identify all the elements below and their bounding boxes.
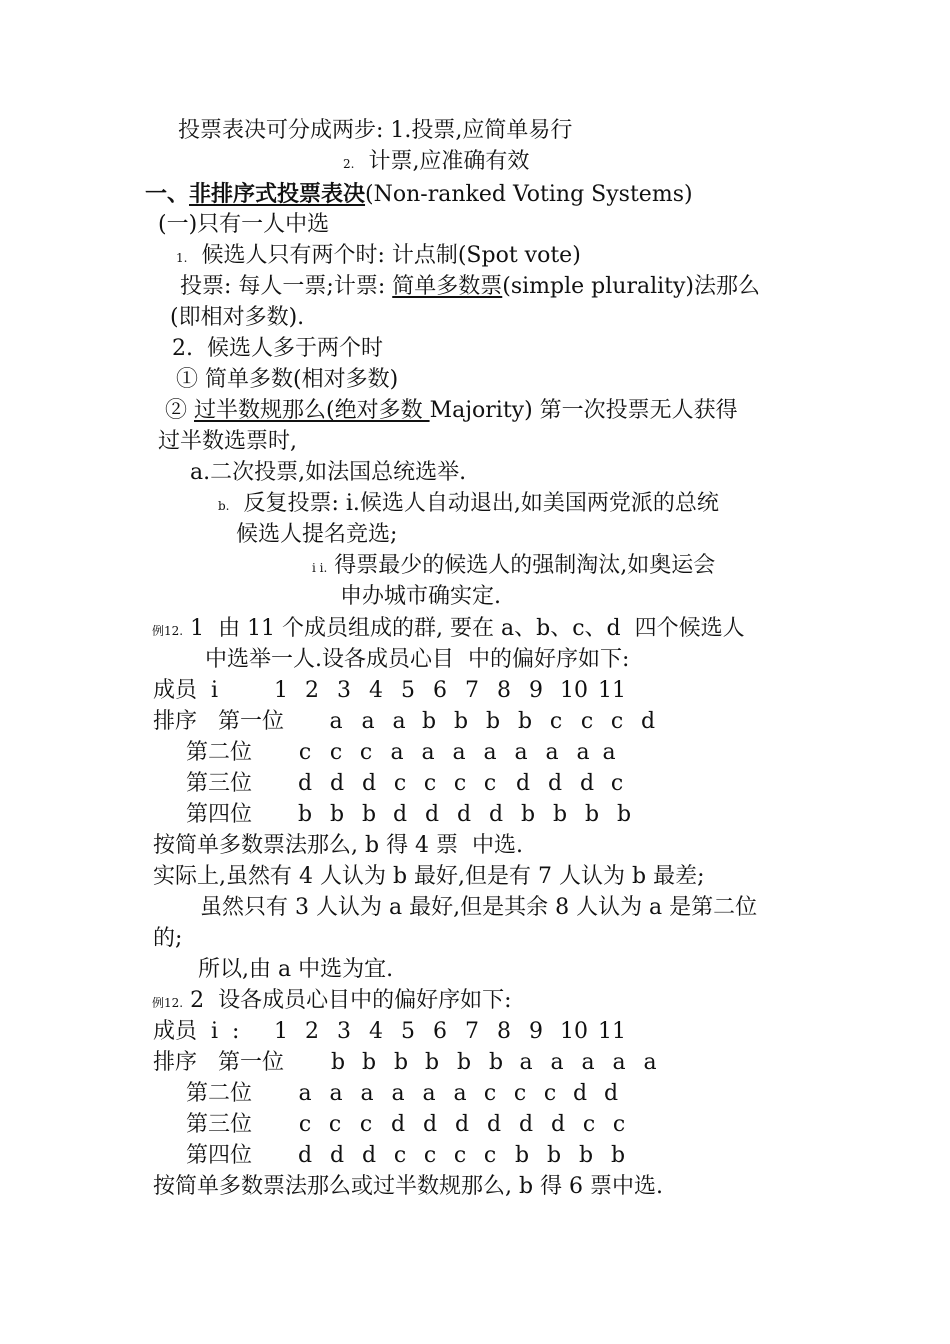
- member-number: 7: [465, 678, 479, 703]
- item-1: [176, 241, 581, 271]
- vote-line-2: (即相对多数).: [170, 305, 305, 330]
- rank-prefix: 排序: [153, 1050, 198, 1075]
- member-number: 6: [433, 678, 447, 703]
- rank-cell: a: [602, 740, 616, 765]
- rank-cell: c: [610, 709, 624, 734]
- rank-cell: b: [421, 709, 437, 734]
- rank-cell: a: [514, 740, 528, 765]
- rank-cell: c: [328, 1112, 342, 1137]
- subsection-1-title: (一)只有一人中选: [158, 212, 330, 237]
- rank-cell: c: [580, 709, 594, 734]
- rank-cell: d: [424, 802, 440, 827]
- rank-cell: a: [452, 740, 466, 765]
- rank-cell: b: [514, 1143, 530, 1168]
- rank-cell: d: [518, 1112, 534, 1137]
- rank-label: 第四位: [186, 1143, 253, 1168]
- rank-cell: a: [329, 1081, 343, 1106]
- example-2-rank-row-1: [0, 1048, 950, 1078]
- vote-line-start: 投票: 每人一票;计票:: [180, 274, 393, 299]
- example-1-text: 1 由 11 个成员组成的群, 要在 a、b、c、d 四个候选人: [183, 616, 745, 641]
- member-number: 5: [401, 678, 415, 703]
- intro-line-2: [343, 147, 529, 177]
- example-1-rank-row-1: [0, 707, 950, 737]
- repeated-vote-number: b.: [218, 499, 230, 513]
- section-1-heading: [145, 179, 693, 209]
- rank-cell: d: [572, 1081, 588, 1106]
- example-1-note-4: 所以,由 a 中选为宜.: [198, 957, 394, 982]
- rank-cell: a: [483, 740, 497, 765]
- member-number: 3: [337, 678, 351, 703]
- member-number: 9: [529, 1019, 543, 1044]
- member-number: 1: [274, 678, 288, 703]
- member-number: 10: [560, 1019, 588, 1044]
- rank-cell: c: [393, 771, 407, 796]
- rank-cell: b: [424, 1050, 440, 1075]
- member-number: 8: [497, 1019, 511, 1044]
- rank-cell: c: [393, 1143, 407, 1168]
- rank-cell: d: [579, 771, 595, 796]
- example-1-note-3: 的;: [153, 926, 183, 951]
- rank-cell: a: [612, 1050, 626, 1075]
- rank-cell: c: [610, 771, 624, 796]
- member-number: 10: [560, 678, 588, 703]
- simple-plurality-term: 简单多数票: [392, 274, 503, 299]
- rank-cell: a: [329, 709, 343, 734]
- rank-cell: d: [297, 771, 313, 796]
- rank-cell: c: [453, 771, 467, 796]
- rank-label: 第二位: [186, 740, 253, 765]
- example-1-result: 按简单多数票法那么, b 得 4 票 中选.: [153, 833, 524, 858]
- rank-cell: c: [359, 740, 373, 765]
- rank-cell: c: [513, 1081, 527, 1106]
- rank-cell: d: [547, 771, 563, 796]
- rank-cell: d: [640, 709, 656, 734]
- rank-cell: d: [361, 771, 377, 796]
- rank-label: 第三位: [186, 771, 253, 796]
- elimination-line: [312, 551, 715, 581]
- rank-cell: b: [584, 802, 600, 827]
- rank-cell: b: [361, 802, 377, 827]
- majority-rule-term: 过半数规那么(绝对多数: [194, 398, 430, 423]
- vote-line-end: (simple plurality)法那么: [502, 274, 760, 299]
- rank-cell: a: [545, 740, 559, 765]
- member-number: 2: [305, 1019, 319, 1044]
- rank-cell: c: [483, 1143, 497, 1168]
- member-number: 11: [598, 1019, 626, 1044]
- example-1-member-row: [0, 676, 950, 706]
- rank-cell: a: [391, 1081, 405, 1106]
- rank-cell: d: [390, 1112, 406, 1137]
- section-1-prefix: 一、: [145, 181, 190, 207]
- elimination-number: i i.: [312, 561, 328, 575]
- intro-line-1: 投票表决可分成两步: 1.投票,应简单易行: [178, 118, 573, 143]
- runoff-line: a.二次投票,如法国总统选举.: [190, 460, 467, 485]
- rank-cell: d: [361, 1143, 377, 1168]
- rank-cell: b: [546, 1143, 562, 1168]
- rank-label: 第一位: [218, 1050, 285, 1075]
- intro-line-2-number: 2.: [343, 157, 355, 171]
- rank-cell: c: [453, 1143, 467, 1168]
- rank-cell: c: [543, 1081, 557, 1106]
- method-2: [165, 396, 738, 426]
- item-2: 2. 候选人多于两个时: [172, 336, 383, 361]
- rank-cell: d: [422, 1112, 438, 1137]
- member-number: 4: [369, 1019, 383, 1044]
- rank-cell: c: [359, 1112, 373, 1137]
- example-1-note-1: 实际上,虽然有 4 人认为 b 最好,但是有 7 人认为 b 最差;: [153, 864, 705, 889]
- member-number: 2: [305, 678, 319, 703]
- rank-cell: a: [361, 709, 375, 734]
- rank-cell: b: [552, 802, 568, 827]
- member-number: 4: [369, 678, 383, 703]
- example-2-text: 2 设各成员心目中的偏好序如下:: [183, 988, 512, 1013]
- example-2-rank-row-3: [0, 1110, 950, 1140]
- rank-cell: b: [361, 1050, 377, 1075]
- rank-cell: b: [610, 1143, 626, 1168]
- elimination-line-2: 申办城市确实定.: [340, 584, 501, 609]
- rank-cell: b: [456, 1050, 472, 1075]
- section-1-title-en: (Non-ranked Voting Systems): [365, 182, 693, 207]
- rank-cell: d: [392, 802, 408, 827]
- member-label: 成员 i :: [153, 1019, 240, 1044]
- rank-cell: a: [550, 1050, 564, 1075]
- rank-cell: b: [453, 709, 469, 734]
- vote-line: [180, 272, 760, 302]
- example-2-label: 例12.: [152, 996, 184, 1010]
- rank-cell: b: [329, 802, 345, 827]
- rank-cell: c: [549, 709, 563, 734]
- rank-cell: d: [486, 1112, 502, 1137]
- rank-cell: d: [329, 1143, 345, 1168]
- repeated-vote-line-2: 候选人提名竞选;: [236, 522, 398, 547]
- rank-cell: b: [578, 1143, 594, 1168]
- rank-cell: a: [519, 1050, 533, 1075]
- member-number: 8: [497, 678, 511, 703]
- intro-line-2-text: 计票,应准确有效: [354, 149, 530, 174]
- example-1-heading: [152, 614, 745, 644]
- rank-cell: d: [603, 1081, 619, 1106]
- rank-cell: d: [456, 802, 472, 827]
- rank-label: 第一位: [218, 709, 285, 734]
- rank-cell: c: [298, 1112, 312, 1137]
- member-number: 9: [529, 678, 543, 703]
- item-1-text: 候选人只有两个时: 计点制(Spot vote): [187, 243, 581, 268]
- item-1-number: 1.: [176, 251, 188, 265]
- example-1-label: 例12.: [152, 624, 184, 638]
- rank-cell: c: [612, 1112, 626, 1137]
- member-number: 6: [433, 1019, 447, 1044]
- rank-label: 第二位: [186, 1081, 253, 1106]
- rank-cell: c: [298, 740, 312, 765]
- example-1-note-2: 虽然只有 3 人认为 a 最好,但是其余 8 人认为 a 是第二位: [200, 895, 758, 920]
- member-number: 5: [401, 1019, 415, 1044]
- rank-cell: d: [515, 771, 531, 796]
- rank-cell: b: [616, 802, 632, 827]
- rank-label: 第三位: [186, 1112, 253, 1137]
- example-1-rank-row-2: [0, 738, 950, 768]
- rank-cell: c: [329, 740, 343, 765]
- rank-cell: a: [298, 1081, 312, 1106]
- rank-cell: c: [423, 771, 437, 796]
- rank-cell: a: [643, 1050, 657, 1075]
- example-2-member-row: [0, 1017, 950, 1047]
- member-number: 1: [274, 1019, 288, 1044]
- rank-cell: a: [581, 1050, 595, 1075]
- example-2-result: 按简单多数票法那么或过半数规那么, b 得 6 票中选.: [153, 1174, 664, 1199]
- example-1-rank-row-3: [0, 769, 950, 799]
- rank-prefix: 排序: [153, 709, 198, 734]
- rank-cell: a: [392, 709, 406, 734]
- rank-cell: b: [517, 709, 533, 734]
- rank-cell: a: [390, 740, 404, 765]
- section-1-title: 非排序式投票表决: [189, 181, 366, 207]
- method-1: ① 简单多数(相对多数): [176, 367, 399, 392]
- rank-cell: b: [520, 802, 536, 827]
- member-number: 3: [337, 1019, 351, 1044]
- method-2-line-2: 过半数选票时,: [158, 429, 297, 454]
- example-2-heading: [152, 986, 511, 1016]
- example-1-rank-row-4: [0, 800, 950, 830]
- rank-cell: a: [576, 740, 590, 765]
- rank-cell: b: [485, 709, 501, 734]
- rank-label: 第四位: [186, 802, 253, 827]
- rank-cell: c: [582, 1112, 596, 1137]
- rank-cell: d: [488, 802, 504, 827]
- member-label: 成员 i: [153, 678, 219, 703]
- rank-cell: d: [550, 1112, 566, 1137]
- member-number: 7: [465, 1019, 479, 1044]
- method-2-marker: ②: [165, 398, 194, 423]
- example-2-rank-row-4: [0, 1141, 950, 1171]
- rank-cell: b: [393, 1050, 409, 1075]
- example-2-rank-row-2: [0, 1079, 950, 1109]
- rank-cell: b: [330, 1050, 346, 1075]
- rank-cell: b: [488, 1050, 504, 1075]
- rank-cell: a: [453, 1081, 467, 1106]
- rank-cell: b: [297, 802, 313, 827]
- rank-cell: a: [360, 1081, 374, 1106]
- rank-cell: d: [329, 771, 345, 796]
- rank-cell: c: [483, 1081, 497, 1106]
- rank-cell: a: [421, 740, 435, 765]
- rank-cell: a: [422, 1081, 436, 1106]
- method-2-end: Majority) 第一次投票无人获得: [429, 398, 738, 423]
- rank-cell: d: [297, 1143, 313, 1168]
- repeated-vote-text: 反复投票: i.候选人自动退出,如美国两党派的总统: [229, 491, 719, 516]
- repeated-vote-line: [218, 489, 719, 519]
- rank-cell: d: [454, 1112, 470, 1137]
- rank-cell: c: [483, 771, 497, 796]
- example-1-line-2: 中选举一人.设各成员心目 中的偏好序如下:: [205, 647, 630, 672]
- elimination-text: 得票最少的候选人的强制淘汰,如奥运会: [327, 553, 716, 578]
- rank-cell: c: [423, 1143, 437, 1168]
- member-number: 11: [598, 678, 626, 703]
